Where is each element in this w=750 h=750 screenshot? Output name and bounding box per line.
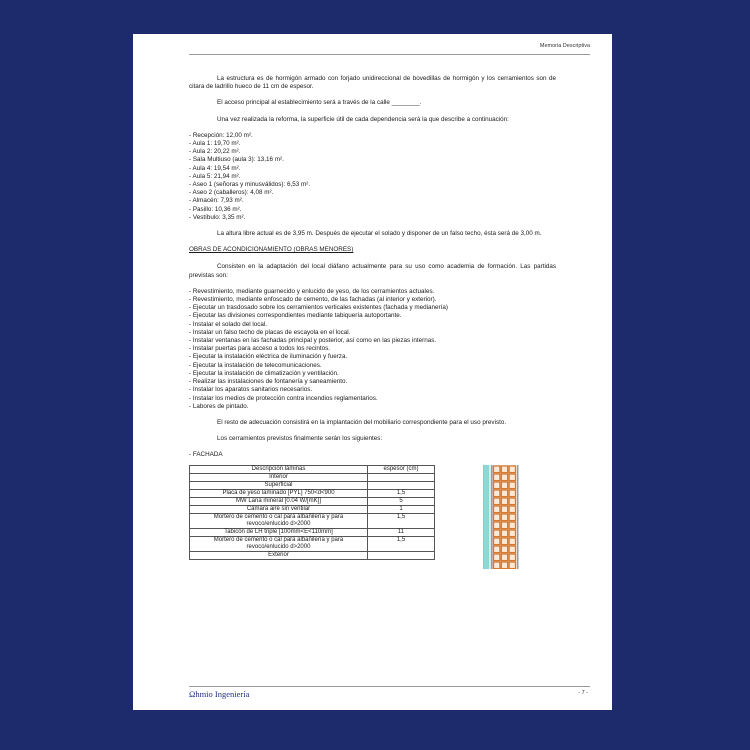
section-heading: OBRAS DE ACONDICIONAMIENTO (OBRAS MENORES) [189, 246, 354, 254]
fachada-label: - FACHADA [189, 451, 223, 459]
table-row [190, 473, 435, 481]
table-cell-thickness [368, 473, 435, 481]
surface-list [189, 132, 556, 222]
surface-item: - Almacén: 7,93 m². [189, 197, 244, 205]
table-cell-description: Exterior [190, 551, 368, 559]
surface-item: - Recepción: 12,00 m². [189, 131, 253, 139]
work-item: - Ejecutar las divisiones correspondientes mediante tabiquería autoportante. [189, 312, 402, 320]
table-cell-description: Interior [190, 473, 368, 481]
outer-mortar-layer [517, 465, 519, 569]
table-header-thickness: espesor (cm) [368, 465, 435, 473]
table-row [190, 489, 435, 497]
works-list [189, 288, 556, 411]
work-item: - Revestimiento, mediante enfoscado de cemento, de las fachadas (al interior y exterior). [189, 296, 437, 304]
layers-table [189, 465, 435, 560]
work-item: - Ejecutar un trasdosado sobre los cerramientos verticales existentes (fachada y medianería) [189, 304, 448, 312]
table-row [190, 551, 435, 559]
document-page [133, 34, 612, 710]
table-body [190, 473, 435, 559]
table-cell-thickness: 5 [368, 497, 435, 505]
surface-item: - Aula 1: 19,70 m². [189, 140, 241, 148]
mortar-layer [491, 465, 493, 569]
surface-item: - Sala Multiuso (aula 3): 13,16 m². [189, 156, 284, 164]
work-item: - Instalar ventanas en las fachadas principal y posterior, así como en las piezas internas. [189, 337, 437, 345]
work-item: - Revestimiento, mediante guarnecido y enlucido de yeso, de los cerramientos actuales. [189, 287, 435, 295]
surface-item: - Aseo 1 (señoras y minusválidos): 6,53 m². [189, 181, 311, 189]
table-cell-thickness: 1,5 [368, 489, 435, 497]
work-item: - Ejecutar la instalación de telecomunicaciones. [189, 361, 322, 369]
table-cell-thickness [368, 481, 435, 489]
work-item: - Ejecutar la instalación de climatización y ventilación. [189, 369, 339, 377]
table-cell-description: Superficial [190, 481, 368, 489]
table-row [190, 513, 435, 528]
table-row [190, 505, 435, 513]
surface-item: - Aula 2: 20,22 m². [189, 148, 241, 156]
paragraph-closures: Los cerramientos previstos finalmente serán los siguientes: [217, 435, 383, 443]
company-logo: Ωhmio Ingeniería [189, 689, 250, 699]
air-gap-layer [489, 465, 491, 569]
table-cell-thickness: 1,5 [368, 513, 435, 528]
work-item: - Instalar el solado del local. [189, 320, 268, 328]
table-cell-thickness: 11 [368, 528, 435, 536]
table-cell-description: Tabicón de LH triple [100mm<E<110mm] [190, 528, 368, 536]
header-title: Memoria Descriptiva [539, 43, 590, 49]
surface-item: - Aula 4: 19,54 m². [189, 164, 241, 172]
paragraph-surfaces-intro: Una vez realizada la reforma, la superficie útil de cada dependencia será la que describe a continuación: [217, 115, 509, 123]
paragraph-structure: La estructura es de hormigón armado con forjado unidireccional de bovedillas de hormigón y los cerramientos son de citara de ladrillo hueco de 11 cm de espesor. [189, 75, 556, 91]
table-row [190, 528, 435, 536]
work-item: - Instalar los aparatos sanitarios necesarios. [189, 386, 313, 394]
table-cell-description: MW Lana mineral [0.04 W/[mK]] [190, 497, 368, 505]
wall-section-drawing [481, 465, 531, 569]
table-row [190, 497, 435, 505]
surface-item: - Vestíbulo: 3,35 m². [189, 213, 246, 221]
surface-item: - Pasillo: 10,36 m². [189, 205, 242, 213]
table-row [190, 536, 435, 551]
paragraph-access: El acceso principal al establecimiento será a través de la calle ________. [217, 99, 422, 107]
table-cell-thickness: 1,5 [368, 536, 435, 551]
table-row [190, 481, 435, 489]
work-item: - Instalar puertas para acceso a todos los recintos. [189, 345, 331, 353]
table-cell-description: Placa de yeso laminado [PYL] 750<d<900 [190, 489, 368, 497]
brick-layer [493, 465, 518, 569]
surface-item: - Aula 5: 21,94 m². [189, 172, 241, 180]
insulation-layer [484, 465, 489, 569]
work-item: - Instalar los medios de protección contra incendios reglamentarios. [189, 394, 378, 402]
table-cell-thickness [368, 551, 435, 559]
work-item: - Instalar un falso techo de placas de escayola en el local. [189, 328, 351, 336]
work-item: - Labores de pintado. [189, 402, 249, 410]
paragraph-furniture: El resto de adecuación consistirá en la implantación del mobiliario correspondiente para el uso previsto. [217, 418, 507, 426]
table-cell-description: Mortero de cemento o cal para albañilería y para revoco/enlucido d>2000 [190, 513, 368, 528]
paragraph-works-intro: Consisten en la adaptación del local diáfano actualmente para su uso como academia de formación. Las partidas previstas son: [189, 263, 556, 279]
fachada-section [189, 465, 556, 560]
plaster-layer [483, 465, 484, 569]
paragraph-height: La altura libre actual es de 3,95 m. Después de ejecutar el solado y disponer de un falso techo, ésta será de 3,00 m. [217, 230, 542, 238]
table-cell-thickness: 1 [368, 505, 435, 513]
header-rule [189, 54, 590, 55]
table-cell-description: Mortero de cemento o cal para albañilería y para revoco/enlucido d>2000 [190, 536, 368, 551]
work-item: - Realizar las instalaciones de fontanería y saneamiento. [189, 378, 348, 386]
table-header-row [190, 465, 435, 473]
document-body [189, 75, 556, 560]
table-header-description: Descripción láminas [190, 465, 368, 473]
work-item: - Ejecutar la instalación eléctrica de iluminación y fuerza. [189, 353, 348, 361]
table-cell-description: Cámara aire sin ventilar [190, 505, 368, 513]
surface-item: - Aseo 2 (caballeros): 4,08 m². [189, 189, 274, 197]
footer-rule [189, 686, 590, 687]
page-number: - 7 - [578, 690, 588, 696]
